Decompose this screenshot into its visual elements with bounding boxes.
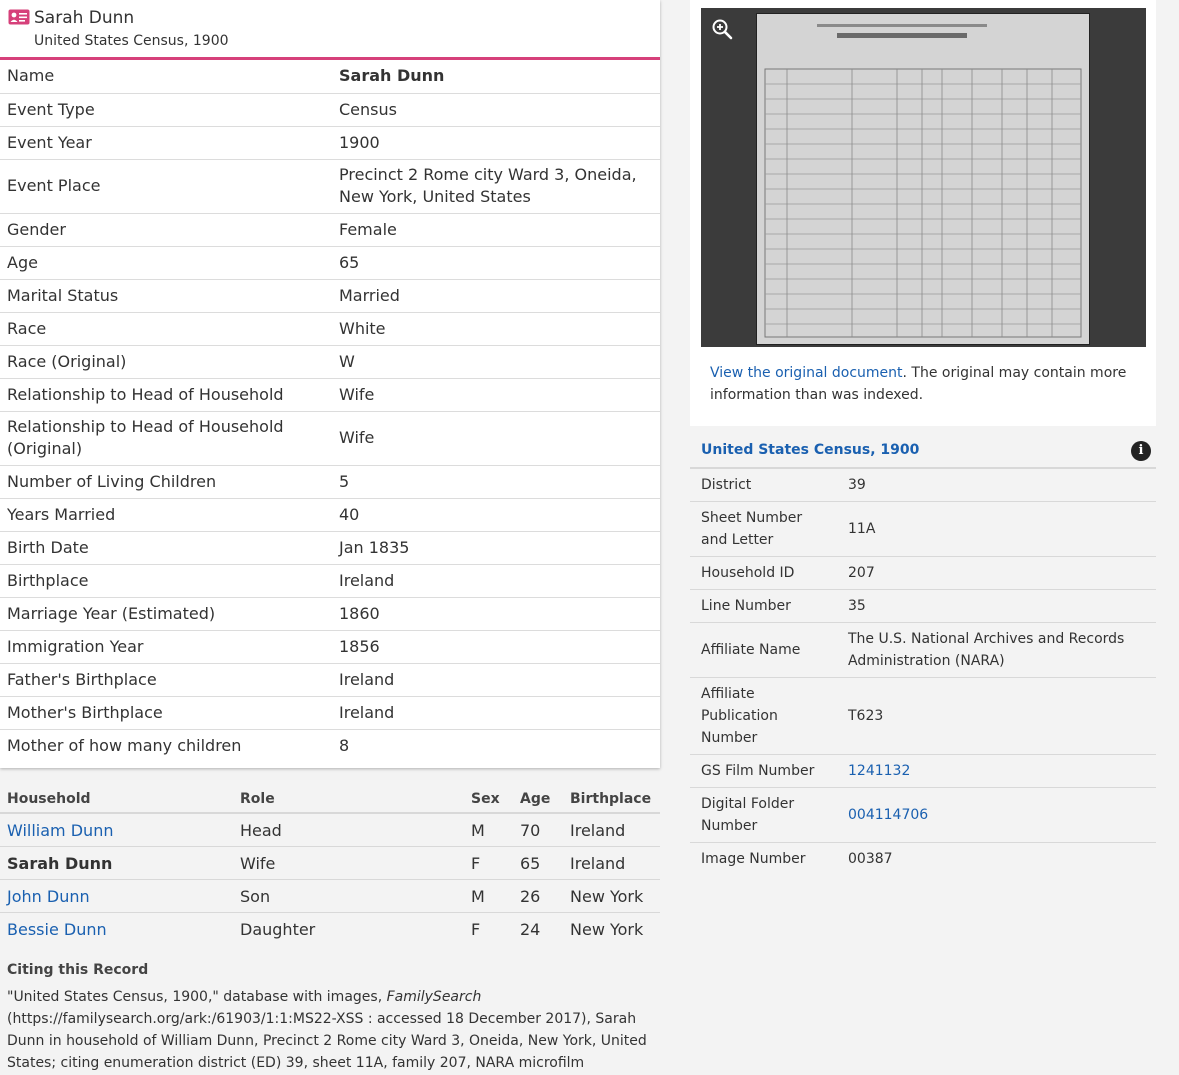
- fact-row-gender: [0, 213, 660, 246]
- fact-row-marital-status: [0, 279, 660, 312]
- household-age: 24: [520, 919, 541, 939]
- fact-value: 65: [332, 246, 660, 279]
- fact-row-mother-birthplace: [0, 696, 660, 729]
- fact-row-race: [0, 312, 660, 345]
- gs-film-number-link[interactable]: 1241132: [848, 762, 911, 779]
- source-info-table: [690, 467, 1156, 875]
- info-icon[interactable]: i: [1131, 441, 1151, 461]
- fact-label: Name: [0, 60, 332, 93]
- household-row: [0, 913, 660, 946]
- fact-label: Marital Status: [0, 279, 332, 312]
- fact-value: 1856: [332, 630, 660, 663]
- source-label: Affiliate Name: [690, 622, 837, 677]
- record-facts-table: [0, 60, 660, 762]
- fact-label: Race (Original): [0, 345, 332, 378]
- source-label: Image Number: [701, 850, 806, 867]
- household-col-role: Role: [233, 786, 464, 813]
- household-member-current: Sarah Dunn: [0, 847, 233, 880]
- fact-value: 40: [332, 498, 660, 531]
- source-value: 207: [837, 556, 1156, 589]
- fact-label: Mother of how many children: [7, 735, 242, 755]
- fact-label: Birth Date: [0, 531, 332, 564]
- household-age: 65: [513, 847, 563, 880]
- household-member-link[interactable]: William Dunn: [7, 820, 114, 840]
- source-value: T623: [837, 677, 1156, 754]
- fact-row-age: [0, 246, 660, 279]
- fact-row-living-children: [0, 465, 660, 498]
- person-record-icon: [8, 9, 30, 25]
- fact-value: Precinct 2 Rome city Ward 3, Oneida, New York, United States: [332, 159, 660, 213]
- source-row-sheet: [690, 501, 1156, 556]
- source-row-line-number: [690, 589, 1156, 622]
- household-role: Son: [233, 880, 464, 913]
- fact-label: Years Married: [0, 498, 332, 531]
- view-original-document-link[interactable]: View the original document: [710, 365, 903, 381]
- source-row-image-number: [690, 842, 1156, 875]
- zoom-in-icon[interactable]: [711, 18, 733, 40]
- source-value: 11A: [837, 501, 1156, 556]
- source-value: 00387: [848, 850, 893, 867]
- fact-row-immigration-year: [0, 630, 660, 663]
- source-value: 39: [837, 468, 1156, 501]
- household-birthplace: New York: [563, 880, 660, 913]
- household-row: [0, 880, 660, 913]
- document-image-card: [690, 0, 1156, 426]
- fact-value: Ireland: [332, 564, 660, 597]
- fact-row-birth-date: [0, 531, 660, 564]
- fact-row-relationship: [0, 378, 660, 411]
- fact-value: Jan 1835: [332, 531, 660, 564]
- household-col-sex: Sex: [464, 786, 513, 813]
- record-header: [0, 0, 660, 60]
- household-sex: M: [464, 813, 513, 847]
- fact-value: 1860: [332, 597, 660, 630]
- citation-source-name: FamilySearch: [386, 989, 482, 1005]
- fact-value: Female: [332, 213, 660, 246]
- household-row: [0, 847, 660, 880]
- source-label: Affiliate Publication Number: [690, 677, 837, 754]
- fact-row-father-birthplace: [0, 663, 660, 696]
- record-collection-name: United States Census, 1900: [34, 33, 229, 49]
- source-label: District: [690, 468, 837, 501]
- fact-label: Father's Birthplace: [0, 663, 332, 696]
- source-row-affiliate-name: [690, 622, 1156, 677]
- fact-row-relationship-original: [0, 411, 660, 465]
- household-birthplace: Ireland: [563, 813, 660, 847]
- document-thumbnail[interactable]: [701, 8, 1146, 347]
- source-label: Digital Folder Number: [690, 787, 837, 842]
- fact-label: Marriage Year (Estimated): [0, 597, 332, 630]
- household-row: [0, 813, 660, 847]
- household-col-age: Age: [513, 786, 563, 813]
- fact-label: Event Place: [0, 159, 332, 213]
- source-row-digital-folder: [690, 787, 1156, 842]
- fact-label: Immigration Year: [0, 630, 332, 663]
- fact-value: Census: [332, 93, 660, 126]
- record-person-name: Sarah Dunn: [34, 8, 135, 28]
- household-col-household: Household: [0, 786, 233, 813]
- fact-value: Wife: [332, 378, 660, 411]
- household-member-link[interactable]: John Dunn: [7, 886, 90, 906]
- household-sex: M: [464, 880, 513, 913]
- source-label: Line Number: [690, 589, 837, 622]
- citation-text: [7, 986, 657, 1074]
- source-collection-link[interactable]: United States Census, 1900: [701, 442, 920, 458]
- citation-part: "United States Census, 1900," database with images,: [7, 989, 387, 1005]
- source-label: Sheet Number and Letter: [690, 501, 837, 556]
- fact-label: Event Type: [0, 93, 332, 126]
- source-row-district: [690, 468, 1156, 501]
- fact-row-mother-children: [0, 729, 660, 762]
- household-role: Head: [233, 813, 464, 847]
- fact-value: 8: [339, 735, 350, 755]
- fact-value: Married: [332, 279, 660, 312]
- source-value: The U.S. National Archives and Records Administration (NARA): [837, 622, 1156, 677]
- source-row-gs-film: [690, 754, 1156, 787]
- household-age: 70: [513, 813, 563, 847]
- household-age: 26: [513, 880, 563, 913]
- fact-label: Race: [0, 312, 332, 345]
- source-label: Household ID: [690, 556, 837, 589]
- record-card: [0, 0, 660, 768]
- image-note: [710, 362, 1150, 406]
- census-sheet-image: [756, 13, 1090, 345]
- fact-label: Mother's Birthplace: [0, 696, 332, 729]
- fact-value: 5: [332, 465, 660, 498]
- fact-row-name: [0, 60, 660, 93]
- source-row-household-id: [690, 556, 1156, 589]
- fact-label: Age: [0, 246, 332, 279]
- fact-value: White: [332, 312, 660, 345]
- source-label: GS Film Number: [690, 754, 837, 787]
- source-row-affiliate-publication: [690, 677, 1156, 754]
- fact-row-event-place: [0, 159, 660, 213]
- source-value: 35: [837, 589, 1156, 622]
- fact-value: Ireland: [332, 696, 660, 729]
- household-table: [0, 786, 660, 945]
- fact-row-years-married: [0, 498, 660, 531]
- fact-value: Sarah Dunn: [332, 60, 660, 93]
- image-note-text: . The original may contain more information than was indexed.: [710, 365, 1127, 403]
- fact-label: Gender: [0, 213, 332, 246]
- fact-value: Ireland: [332, 663, 660, 696]
- household-birthplace: Ireland: [563, 847, 660, 880]
- household-role: Daughter: [240, 919, 316, 939]
- citation-part: (https://familysearch.org/ark:/61903/1:1:MS22-XSS : accessed 18 December 2017), Sarah Dunn in household of William Dunn, Precinct 2 Rome city Ward 3, Oneida, New York, United States; citing enumeration district (ED) 39, sheet 11A, family 207, NARA microfilm: [7, 1011, 647, 1071]
- household-header-row: [0, 786, 660, 813]
- household-role: Wife: [233, 847, 464, 880]
- household-col-birthplace: Birthplace: [563, 786, 660, 813]
- household-member-link[interactable]: Bessie Dunn: [7, 919, 107, 939]
- fact-label: Relationship to Head of Household: [0, 378, 332, 411]
- household-birthplace: New York: [570, 919, 644, 939]
- fact-label: Relationship to Head of Household (Original): [0, 411, 332, 465]
- household-sex: F: [464, 847, 513, 880]
- fact-row-birthplace: [0, 564, 660, 597]
- fact-label: Event Year: [0, 126, 332, 159]
- fact-label: Birthplace: [0, 564, 332, 597]
- fact-value: W: [332, 345, 660, 378]
- digital-folder-number-link[interactable]: 004114706: [848, 806, 929, 823]
- citing-title: Citing this Record: [7, 962, 149, 978]
- household-sex: F: [471, 919, 481, 939]
- fact-row-race-original: [0, 345, 660, 378]
- fact-value: 1900: [332, 126, 660, 159]
- fact-row-event-year: [0, 126, 660, 159]
- fact-row-event-type: [0, 93, 660, 126]
- fact-row-marriage-year: [0, 597, 660, 630]
- fact-value: Wife: [332, 411, 660, 465]
- fact-label: Number of Living Children: [0, 465, 332, 498]
